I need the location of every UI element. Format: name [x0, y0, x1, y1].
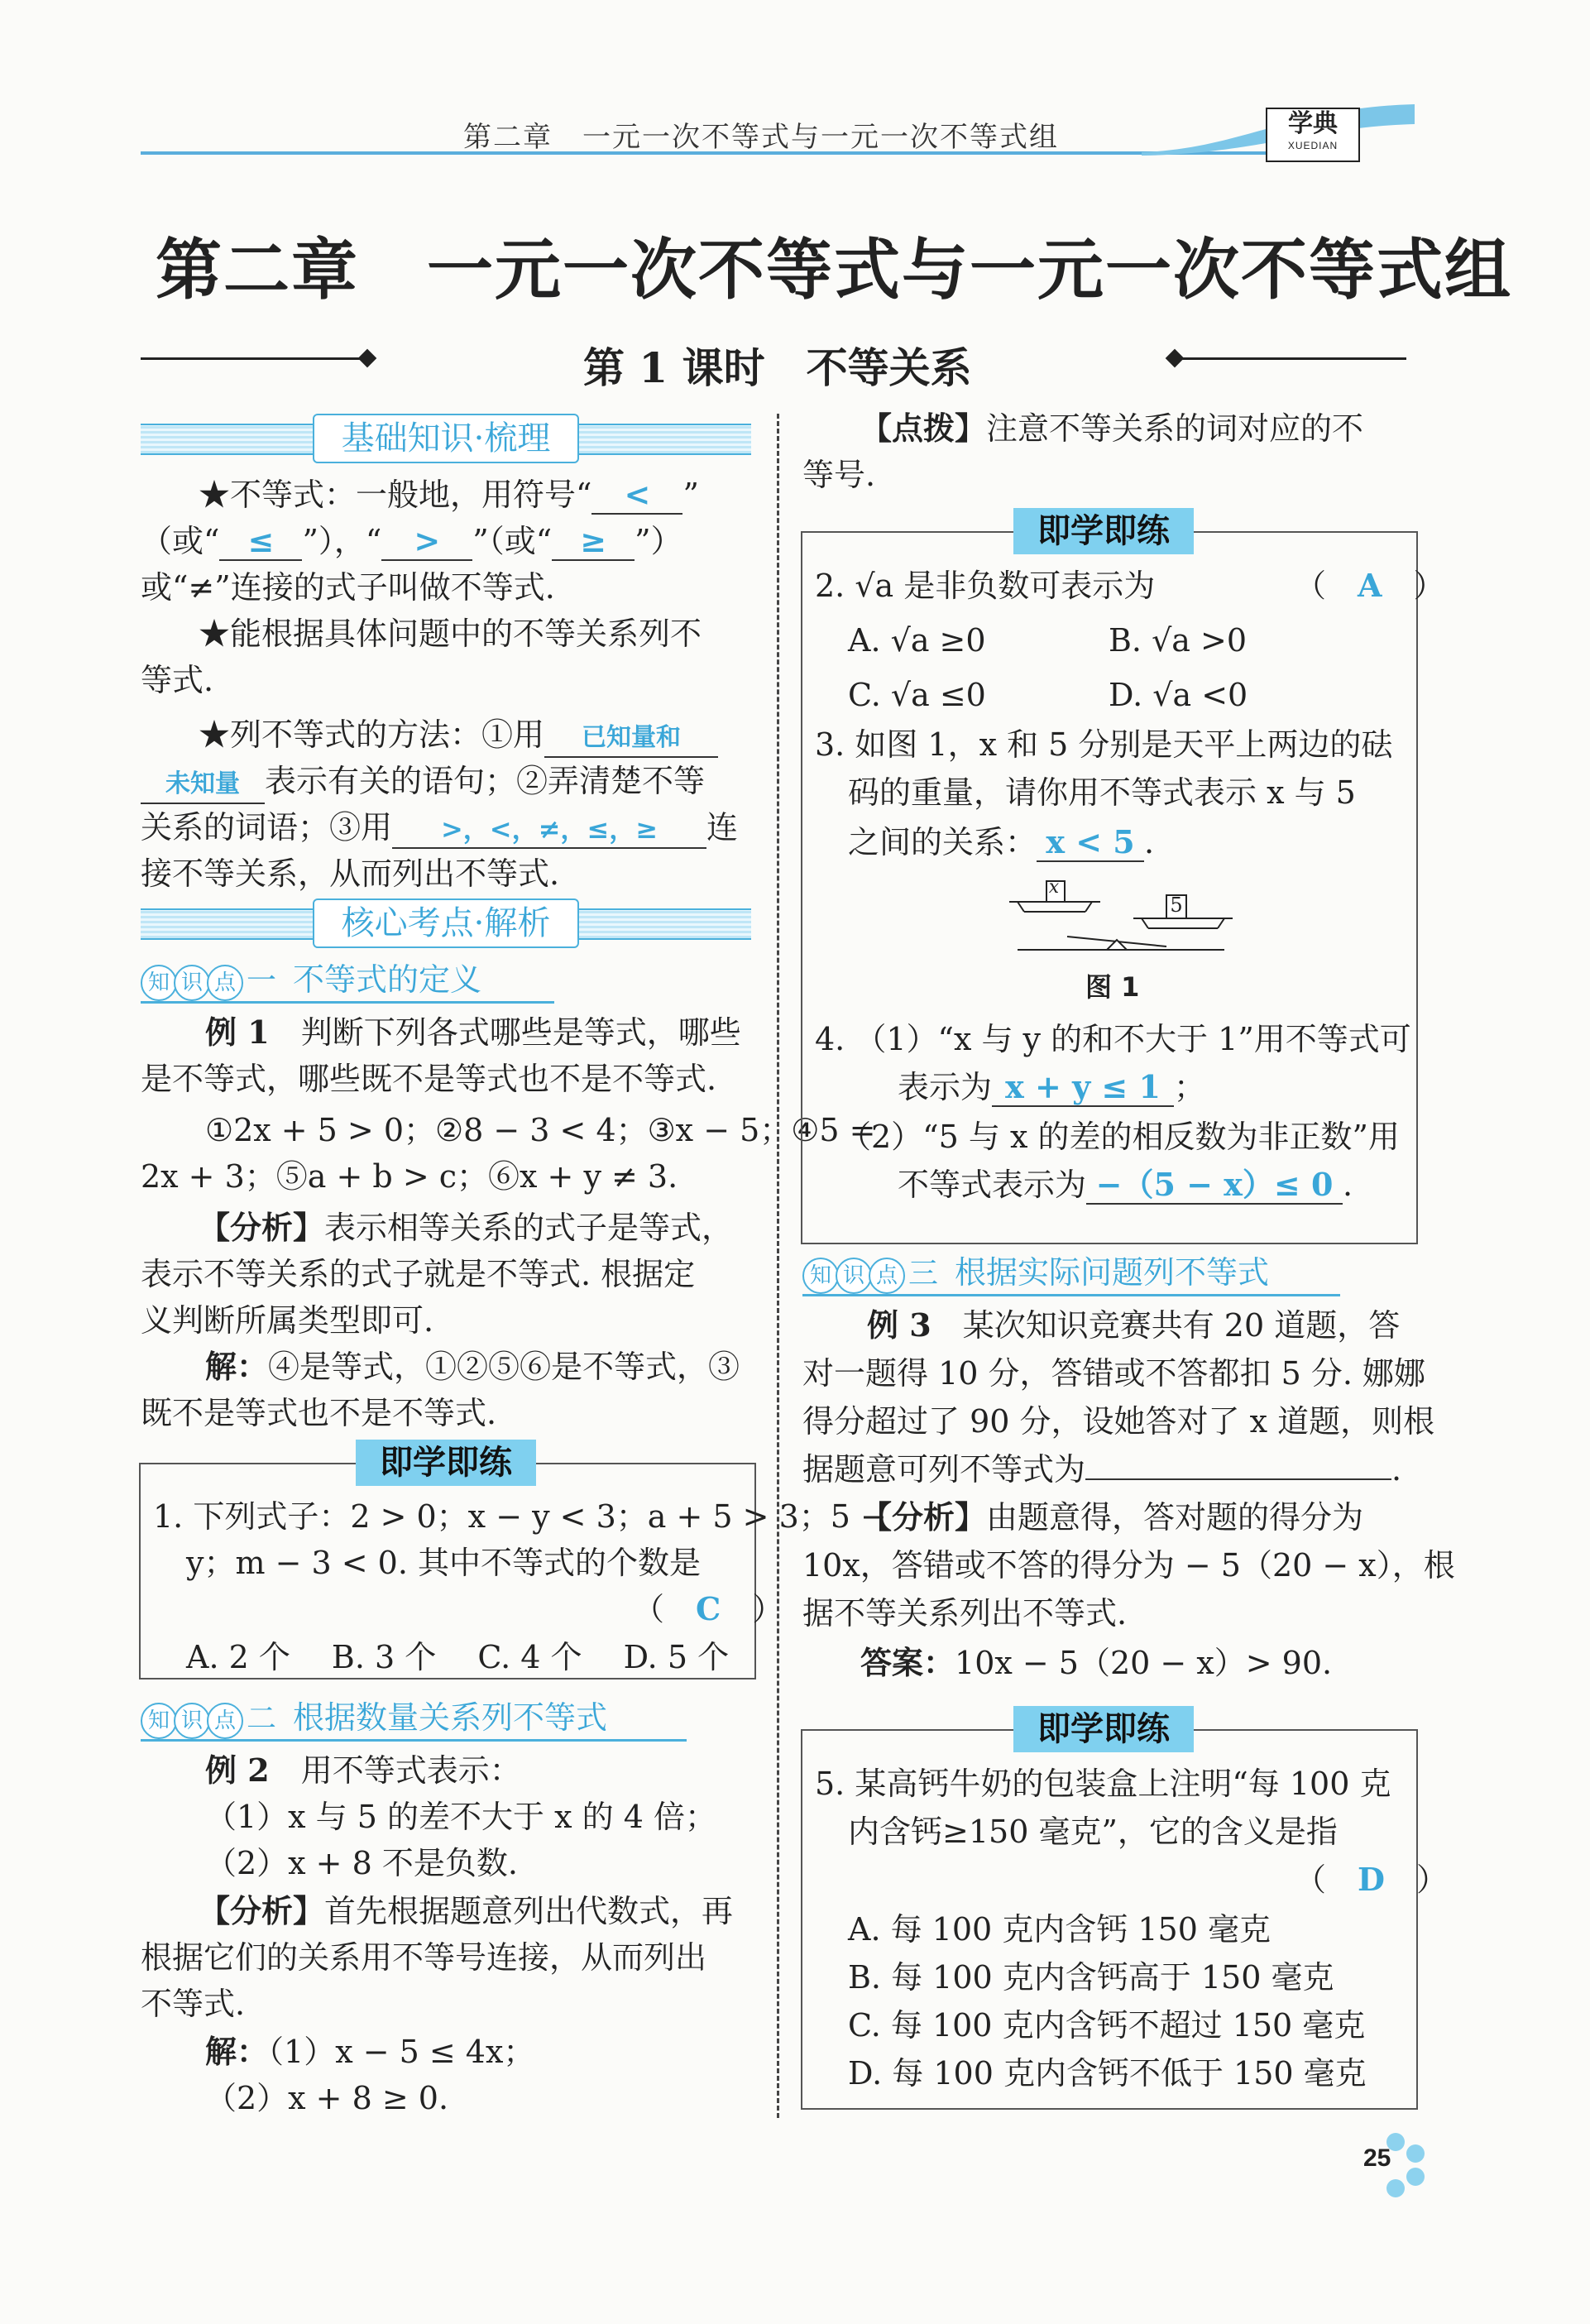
basics-line-3: 或“≠”连接的式子叫做不等式. — [141, 569, 555, 606]
basics-line-6: ★列不等式的方法：①用 已知量和 — [199, 712, 718, 758]
blank-known-unknown-2: 未知量 — [141, 766, 265, 804]
blank-lt: < — [591, 477, 682, 515]
blank-signs: >，<，≠，≤，≥ — [392, 811, 706, 849]
lesson-rule-right — [1175, 357, 1406, 360]
practice-tag-1: 即学即练 — [356, 1440, 536, 1486]
knowledge-point-1-heading: 知 识 点 一 不等式的定义 — [141, 958, 554, 1004]
logo-cn-text: 学典 — [1288, 109, 1338, 138]
kp-circle-zhi: 知 — [141, 965, 177, 1001]
answer-4-1: x + y ≤ 1 — [992, 1069, 1174, 1107]
solution-1-label: 解： — [205, 1348, 269, 1385]
knowledge-point-2-heading: 知 识 点 二 根据数量关系列不等式 — [141, 1696, 687, 1742]
basics-line-9: 接不等关系，从而列出不等式. — [141, 855, 560, 892]
basics-line-7: 未知量 表示有关的语句；②弄清楚不等 — [141, 758, 705, 804]
chapter-title: 第二章 一元一次不等式与一元一次不等式组 — [156, 232, 1512, 309]
answer-1: C — [696, 1590, 721, 1627]
figure-weight-5: 5 — [1170, 894, 1183, 917]
answer-5: D — [1358, 1861, 1385, 1898]
kp-circle-dian: 点 — [207, 965, 243, 1001]
example-3-answer: 10x − 5（20 − x）> 90. — [955, 1645, 1333, 1681]
answer-paren-2: （ A ） — [1295, 567, 1445, 604]
tip-label: 【点拨】 — [860, 410, 987, 447]
basics-line-2: （或“ ≤ ”），“ > ”（或“ ≥ ”） — [141, 522, 682, 559]
basics-line-5: 等式. — [141, 662, 214, 698]
column-divider — [777, 414, 779, 2118]
section-heading-basics: 基础知识·梳理 — [313, 414, 579, 463]
solution-2-label: 解： — [205, 2033, 269, 2070]
example-2-label: 例 2 — [205, 1751, 270, 1789]
practice-tag-3: 即学即练 — [1013, 1706, 1194, 1752]
publisher-logo — [1266, 108, 1360, 162]
logo-en-text: XUEDIAN — [1287, 140, 1339, 151]
figure-weight-x: x — [1048, 877, 1060, 898]
options-1: A. 2 个 B. 3 个 C. 4 个 D. 5 个 — [186, 1639, 730, 1675]
blank-ge: ≥ — [552, 523, 635, 561]
analysis-2-label: 【分析】 — [199, 1892, 325, 1929]
basics-line-8: 关系的词语；③用 >，<，≠，≤，≥ 连 — [141, 804, 738, 851]
page-number: 25 — [1363, 2144, 1391, 2172]
figure-caption: 图 1 — [1085, 971, 1140, 1003]
blank-gt: > — [381, 523, 472, 561]
example-1-label: 例 1 — [205, 1013, 270, 1051]
basics-line-4: ★能根据具体问题中的不等关系列不 — [199, 616, 702, 652]
practice-tag-2: 即学即练 — [1013, 508, 1194, 554]
answer-3-label: 答案： — [860, 1644, 955, 1681]
lesson-diamond-left — [358, 349, 377, 368]
lesson-title: 第 1 课时 不等关系 — [583, 343, 972, 392]
balance-scale-figure — [1001, 869, 1241, 960]
kp-circle-shi: 识 — [174, 965, 210, 1001]
blank-le: ≤ — [219, 523, 302, 561]
knowledge-point-3-heading: 知 识 点 三 根据实际问题列不等式 — [802, 1251, 1340, 1296]
answer-4-2: −（5 − x）≤ 0 — [1086, 1167, 1343, 1205]
example-3-label: 例 3 — [867, 1306, 931, 1344]
answer-paren-5: （ D ） — [1295, 1861, 1448, 1898]
answer-3: x < 5 — [1037, 824, 1144, 862]
running-title: 第二章 一元一次不等式与一元一次不等式组 — [463, 121, 1059, 154]
basics-line-1: ★不等式：一般地，用符号“ < ” — [199, 476, 699, 513]
answer-2: A — [1358, 567, 1382, 604]
blank-known-unknown-1: 已知量和 — [544, 720, 718, 758]
analysis-1-label: 【分析】 — [199, 1209, 325, 1246]
example-3-blank — [1085, 1478, 1391, 1480]
answer-paren-1: （ C ） — [633, 1590, 784, 1627]
analysis-3-label: 【分析】 — [860, 1498, 987, 1536]
lesson-rule-left — [141, 357, 364, 360]
section-heading-core: 核心考点·解析 — [313, 898, 579, 948]
